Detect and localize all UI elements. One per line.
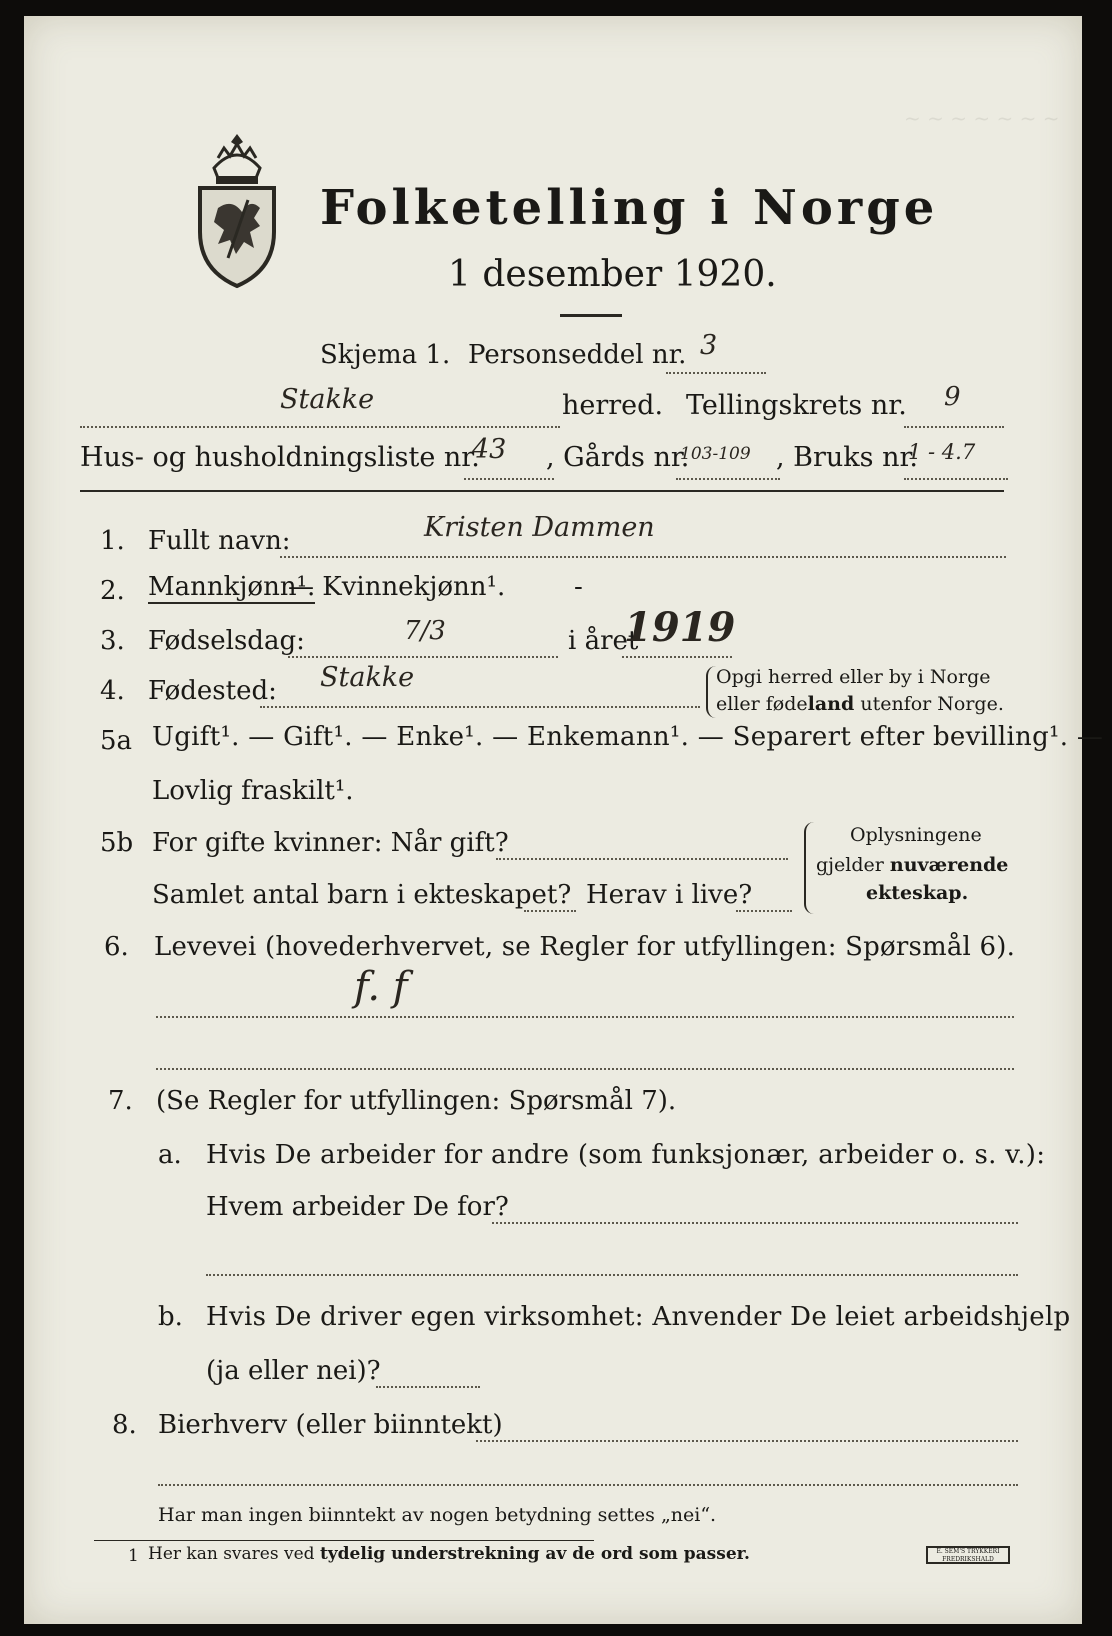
tellingskrets-field[interactable] xyxy=(904,426,1004,428)
husliste-label: Hus- og husholdningsliste nr. xyxy=(80,442,480,473)
side-income-field-2[interactable] xyxy=(158,1484,1018,1486)
employer-field-2[interactable] xyxy=(206,1274,1018,1276)
header-divider xyxy=(80,490,1004,492)
printer-stamp: E. SEM'S TRYKKERI FREDRIKSHALD xyxy=(926,1546,1010,1564)
q7a-line1: Hvis De arbeider for andre (som funksjonær, arbeider o. s. v.): xyxy=(206,1140,1046,1170)
q7a-number: a. xyxy=(158,1140,182,1170)
year-label: i året xyxy=(568,626,639,656)
q3-label: Fødselsdag: xyxy=(148,626,305,656)
q5a-number: 5a xyxy=(100,726,133,756)
married-date-field[interactable] xyxy=(496,858,788,860)
birth-year-field[interactable] xyxy=(622,656,732,658)
personseddel-field[interactable] xyxy=(666,372,766,374)
footnote-number: 1 xyxy=(128,1546,139,1566)
husliste-value: 43 xyxy=(472,434,507,465)
q8-number: 8. xyxy=(112,1410,137,1440)
q5b-note-brace xyxy=(804,822,816,914)
q7-number: 7. xyxy=(108,1086,133,1116)
children-alive-field[interactable] xyxy=(736,910,792,912)
birthplace-field[interactable] xyxy=(260,706,700,708)
q5b-note-line2: gjelder nuværende xyxy=(816,854,1009,876)
children-total-field[interactable] xyxy=(524,910,576,912)
q7b-line2: (ja eller nei)? xyxy=(206,1356,381,1386)
q5b-number: 5b xyxy=(100,828,134,858)
biinntekt-note: Har man ingen biinntekt av nogen betydning settes „nei“. xyxy=(158,1504,717,1526)
hired-help-field[interactable] xyxy=(376,1386,480,1388)
personseddel-label: Personseddel nr. xyxy=(468,340,687,370)
schema-label: Skjema 1. xyxy=(320,340,451,370)
q4-label: Fødested: xyxy=(148,676,277,706)
q3-number: 3. xyxy=(100,626,125,656)
q5b-children-label: Samlet antal barn i ekteskapet? xyxy=(152,880,572,910)
herred-value: Stakke xyxy=(280,384,375,415)
kvinnekjonn-option[interactable]: — Kvinnekjønn¹. xyxy=(288,572,506,602)
personseddel-value: 3 xyxy=(700,330,718,361)
bruks-label: , Bruks nr. xyxy=(776,442,919,473)
form-title: Folketelling i Norge xyxy=(320,180,939,236)
coat-of-arms-icon xyxy=(192,130,282,290)
q2-number: 2. xyxy=(100,576,125,606)
footnote-divider xyxy=(94,1540,594,1541)
q8-label: Bierhverv (eller biinntekt) xyxy=(158,1410,503,1440)
q4-note-line2: eller fødeland utenfor Norge. xyxy=(716,693,1004,715)
q6-number: 6. xyxy=(104,932,129,962)
occupation-field-2[interactable] xyxy=(156,1068,1014,1070)
gards-field[interactable] xyxy=(676,478,780,480)
q7b-number: b. xyxy=(158,1302,183,1332)
birthplace-value: Stakke xyxy=(320,662,415,693)
gards-label: , Gårds nr. xyxy=(546,442,690,473)
q5b-line1: For gifte kvinner: Når gift? xyxy=(152,828,509,858)
marital-status-options[interactable]: Ugift¹. — Gift¹. — Enke¹. — Enkemann¹. — Separert efter bevilling¹. — xyxy=(152,722,1104,752)
tellingskrets-value: 9 xyxy=(944,382,961,412)
employer-field[interactable] xyxy=(492,1222,1018,1224)
birthday-field[interactable] xyxy=(288,656,558,658)
q4-number: 4. xyxy=(100,676,125,706)
birthday-value: 7/3 xyxy=(404,616,446,646)
q5b-note-line1: Oplysningene xyxy=(850,824,982,846)
q7a-line2: Hvem arbeider De for? xyxy=(206,1192,509,1222)
q4-note-line1: Opgi herred eller by i Norge xyxy=(716,666,991,688)
bleed-through: ~ ~ ~ ~ ~ ~ ~ xyxy=(904,106,1060,130)
herred-label: herred. xyxy=(562,390,664,421)
herred-field[interactable] xyxy=(80,426,560,428)
husliste-field[interactable] xyxy=(464,478,554,480)
mannkjonn-option[interactable]: Mannkjønn¹. xyxy=(148,572,316,602)
q6-label: Levevei (hovederhvervet, se Regler for utfyllingen: Spørsmål 6). xyxy=(154,932,1016,962)
q1-label: Fullt navn: xyxy=(148,526,291,556)
full-name-value: Kristen Dammen xyxy=(424,512,655,543)
lovlig-fraskilt-option[interactable]: Lovlig fraskilt¹. xyxy=(152,776,354,806)
q7b-line1: Hvis De driver egen virksomhet: Anvender De leiet arbeidshjelp xyxy=(206,1302,1071,1332)
q2-mark: - xyxy=(574,572,583,602)
census-date: 1 desember 1920. xyxy=(448,254,777,295)
q5b-alive-label: Herav i live? xyxy=(586,880,753,910)
birth-year-value: 1919 xyxy=(624,604,736,651)
footnote-text: Her kan svares ved tydelig understrekning av de ord som passer. xyxy=(148,1544,750,1564)
occupation-field[interactable] xyxy=(156,1016,1014,1018)
title-divider xyxy=(560,314,622,317)
tellingskrets-label: Tellingskrets nr. xyxy=(686,390,907,421)
q7-label: (Se Regler for utfyllingen: Spørsmål 7). xyxy=(156,1086,677,1116)
q5b-note-line3: ekteskap. xyxy=(866,882,969,904)
full-name-field[interactable] xyxy=(280,556,1006,558)
bruks-field[interactable] xyxy=(904,478,1008,480)
q4-note-brace xyxy=(706,666,716,718)
bruks-value: 1 - 4.7 xyxy=(908,440,976,464)
gards-value: 103-109 xyxy=(680,444,751,464)
census-form xyxy=(24,16,1104,1624)
side-income-field[interactable] xyxy=(476,1440,1018,1442)
q1-number: 1. xyxy=(100,526,125,556)
occupation-value: f. f xyxy=(354,964,408,1010)
